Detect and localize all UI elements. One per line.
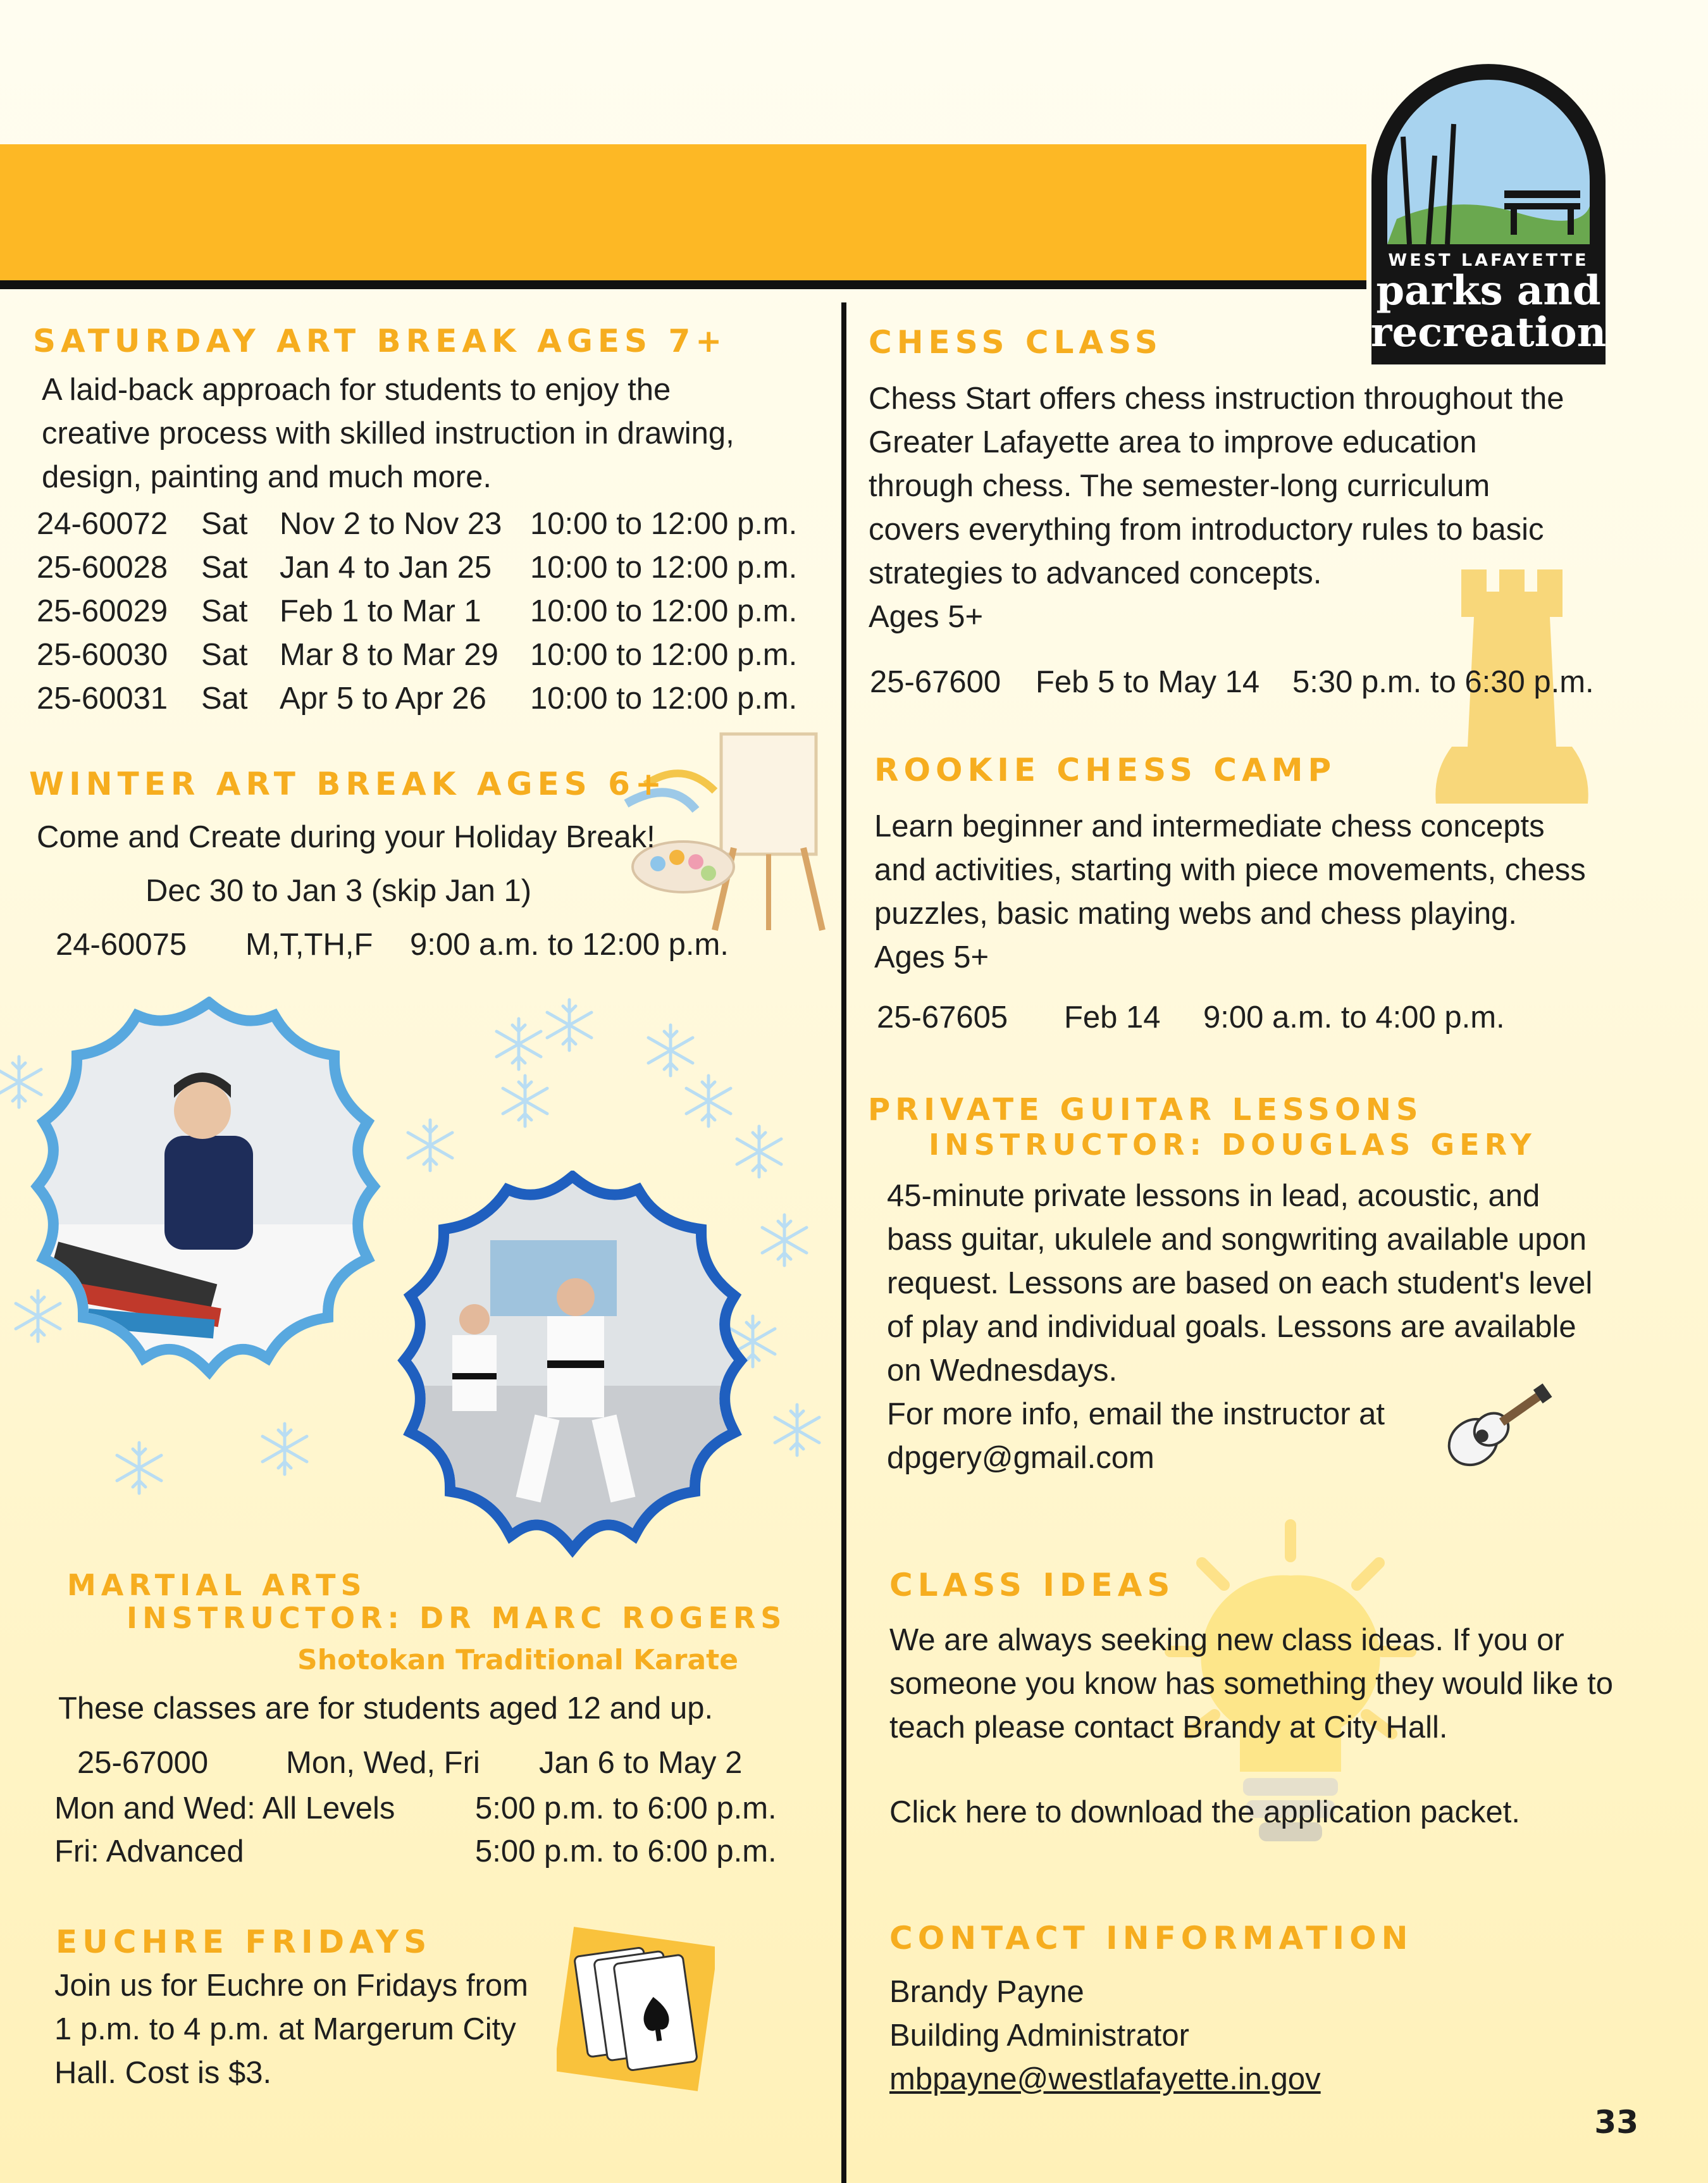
martial-arts-session: 25-67000 Mon, Wed, Fri Jan 6 to May 2 [77, 1746, 743, 1780]
schedule-row: 25-60031 Sat Apr 5 to Apr 26 10:00 to 12:00 p.m. [37, 681, 798, 716]
martial-arts-description: These classes are for students aged 12 and up. [58, 1691, 714, 1726]
art-class-photo [13, 997, 405, 1389]
rookie-chess-description: Learn beginner and intermediate chess concepts and activities, starting with piece movements, chess puzzles, basic mating webs and chess playing. Ages 5+ [874, 809, 1586, 974]
chess-session: 25-67600 Feb 5 to May 14 5:30 p.m. to 6:30 p.m. [870, 665, 1594, 699]
schedule-row: 25-60030 Sat Mar 8 to Mar 29 10:00 to 12:00 p.m. [37, 638, 798, 672]
logo-line1: WEST LAFAYETTE [1388, 251, 1589, 270]
playing-cards-icon [557, 1924, 715, 2094]
contact-email-link[interactable]: mbpayne@westlafayette.in.gov [889, 2062, 1321, 2096]
winter-art-session: 24-60075 M,T,TH,F 9:00 a.m. to 12:00 p.m. [56, 928, 729, 962]
contact-name: Brandy Payne [889, 1975, 1084, 2009]
contact-role: Building Administrator [889, 2018, 1189, 2053]
chess-title: CHESS CLASS [869, 324, 1163, 361]
saturday-art-title: SATURDAY ART BREAK AGES 7+ [33, 323, 727, 359]
header-rule [0, 280, 1366, 289]
class-ideas-title: CLASS IDEAS [889, 1567, 1175, 1603]
martial-arts-title: MARTIAL ARTS [67, 1568, 367, 1602]
schedule-row: 25-60029 Sat Feb 1 to Mar 1 10:00 to 12:00 p.m. [37, 594, 798, 628]
euchre-description: Join us for Euchre on Fridays from 1 p.m. to 4 p.m. at Margerum City Hall. Cost is $3. [54, 1968, 528, 2090]
euchre-title: EUCHRE FRIDAYS [56, 1924, 432, 1960]
contact-title: CONTACT INFORMATION [889, 1920, 1413, 1956]
martial-arts-style: Shotokan Traditional Karate [297, 1644, 739, 1676]
winter-art-title: WINTER ART BREAK AGES 6+ [29, 766, 667, 802]
chess-description: Chess Start offers chess instruction throughout the Greater Lafayette area to improve education through chess. The semester-long curriculum covers everything from introductory rules to basic strategies to advanced concepts. Ages 5+ [869, 382, 1564, 634]
guitar-description: 45-minute private lessons in lead, acoustic, and bass guitar, ukulele and songwriting available upon request. Lessons are based on each student's level of play and individual goals. Lessons are available on Wednesdays. For more info, email the instructor at dpgery@gmail.com [887, 1179, 1593, 1475]
rookie-chess-session: 25-67605 Feb 14 9:00 a.m. to 4:00 p.m. [877, 1000, 1505, 1035]
parks-logo [1359, 61, 1618, 376]
rookie-chess-title: ROOKIE CHESS CAMP [874, 752, 1337, 788]
guitar-instructor: INSTRUCTOR: DOUGLAS GERY [929, 1128, 1537, 1162]
martial-arts-level: Fri: Advanced 5:00 p.m. to 6:00 p.m. [54, 1834, 777, 1869]
contact-details [889, 1970, 1321, 2101]
class-ideas-description: We are always seeking new class ideas. If you or someone you know has something they would like to teach please contact Brandy at City Hall. [889, 1623, 1613, 1745]
download-application-link[interactable]: Click here to download the application packet. [889, 1795, 1520, 1829]
schedule-row: 25-60028 Sat Jan 4 to Jan 25 10:00 to 12:00 p.m. [37, 550, 798, 585]
column-divider [841, 302, 846, 2183]
guitar-icon [1430, 1367, 1556, 1474]
martial-arts-instructor: INSTRUCTOR: DR MARC ROGERS [127, 1601, 787, 1635]
karate-photo [370, 1171, 775, 1563]
saturday-art-description: A laid-back approach for students to enjoy the creative process with skilled instruction in drawing, design, painting and much more. [42, 373, 734, 494]
header-banner [0, 144, 1366, 280]
martial-arts-level: Mon and Wed: All Levels 5:00 p.m. to 6:00 p.m. [54, 1791, 777, 1825]
winter-art-dates: Dec 30 to Jan 3 (skip Jan 1) [145, 874, 532, 908]
schedule-row: 24-60072 Sat Nov 2 to Nov 23 10:00 to 12:00 p.m. [37, 507, 798, 541]
logo-line3: recreation [1370, 309, 1607, 356]
page-number: 33 [1594, 2104, 1638, 2141]
guitar-title: PRIVATE GUITAR LESSONS [868, 1092, 1423, 1128]
winter-art-line1: Come and Create during your Holiday Break! [37, 820, 655, 854]
logo-line2: parks and [1376, 267, 1601, 314]
